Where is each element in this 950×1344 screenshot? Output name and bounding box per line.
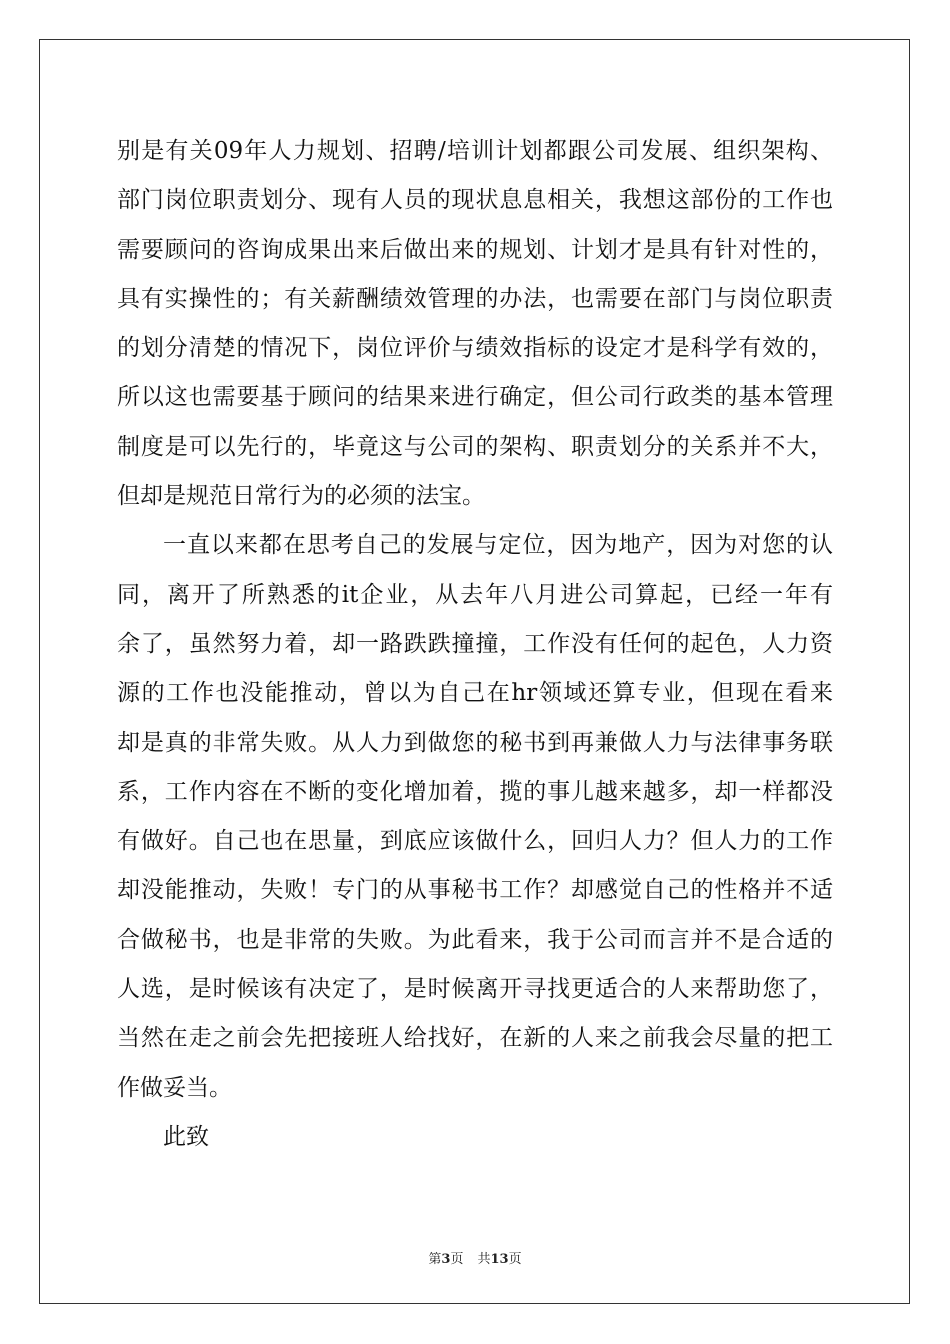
text-line: 合做秘书，也是非常的失败。为此看来，我于公司而言并不是合适的 xyxy=(117,926,833,953)
closing-salutation: 此致 xyxy=(163,1123,209,1150)
page-suffix: 页 xyxy=(450,1252,464,1267)
text-line: 同，离开了所熟悉的it企业，从去年八月进公司算起，已经一年有 xyxy=(117,581,833,608)
text-line: 系，工作内容在不断的变化增加着，揽的事儿越来越多，却一样都没 xyxy=(117,778,833,805)
text-line: 一直以来都在思考自己的发展与定位，因为地产，因为对您的认 xyxy=(163,532,833,559)
text-line: 当然在走之前会先把接班人给找好，在新的人来之前我会尽量的把工 xyxy=(117,1025,833,1052)
total-suffix: 页 xyxy=(508,1252,522,1267)
text-line: 所以这也需要基于顾问的结果来进行确定，但公司行政类的基本管理 xyxy=(117,384,833,411)
text-line: 需要顾问的咨询成果出来后做出来的规划、计划才是具有针对性的， xyxy=(117,236,833,263)
page-prefix: 第 xyxy=(428,1252,442,1267)
text-line: 却是真的非常失败。从人力到做您的秘书到再兼做人力与法律事务联 xyxy=(117,729,833,756)
paragraph-2 xyxy=(117,521,833,1113)
text-line: 具有实操性的；有关薪酬绩效管理的办法，也需要在部门与岗位职责 xyxy=(117,285,833,312)
page-footer xyxy=(0,1248,950,1267)
text-line: 的划分清楚的情况下，岗位评价与绩效指标的设定才是科学有效的， xyxy=(117,335,833,362)
document-body xyxy=(117,127,833,1162)
current-page-number: 3 xyxy=(441,1252,451,1267)
text-line: 却没能推动，失败！专门的从事秘书工作？却感觉自己的性格并不适 xyxy=(117,877,833,904)
text-line: 人选，是时候该有决定了，是时候离开寻找更适合的人来帮助您了， xyxy=(117,976,833,1003)
text-line: 但却是规范日常行为的必须的法宝。 xyxy=(117,483,485,510)
text-line: 制度是可以先行的，毕竟这与公司的架构、职责划分的关系并不大， xyxy=(117,433,833,460)
paragraph-1 xyxy=(117,127,833,521)
total-page-count: 13 xyxy=(490,1252,509,1267)
text-line: 作做妥当。 xyxy=(117,1074,232,1101)
text-line: 部门岗位职责划分、现有人员的现状息息相关，我想这部份的工作也 xyxy=(117,187,833,214)
text-line: 有做好。自己也在思量，到底应该做什么，回归人力？但人力的工作 xyxy=(117,828,833,855)
text-line: 源的工作也没能推动，曾以为自己在hr领域还算专业，但现在看来 xyxy=(117,680,833,707)
text-line: 别是有关09年人力规划、招聘/培训计划都跟公司发展、组织架构、 xyxy=(117,138,833,164)
total-prefix: 共 xyxy=(477,1252,491,1267)
text-line: 余了，虽然努力着，却一路跌跌撞撞，工作没有任何的起色，人力资 xyxy=(117,630,833,657)
